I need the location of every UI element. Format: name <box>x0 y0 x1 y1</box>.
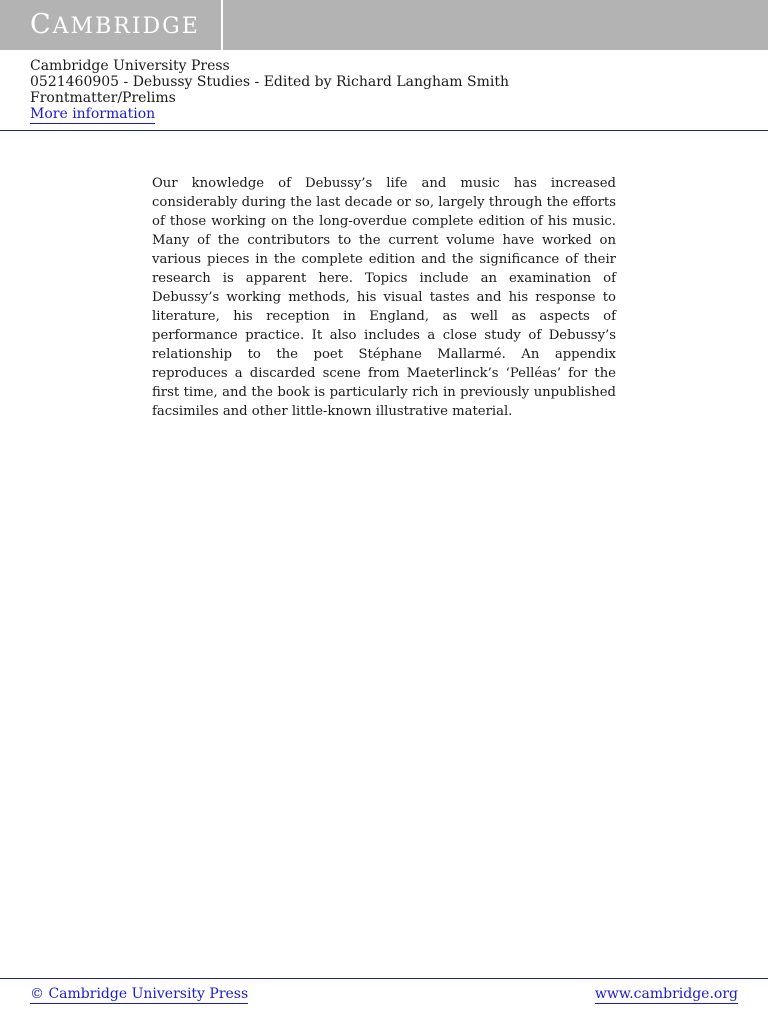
book-description: Our knowledge of Debussy’s life and music has increased considerably during the last decade or so, largely through the efforts of those working on the long-overdue complete edition of his music. Many of the contributors to the current volume have worked on various pieces in the complete edition and the significance of their research is apparent here. Topics include an examination of Debussy’s working methods, his visual tastes and his response to literature, his reception in England, as well as aspects of performance practice. It also includes a close study of Debussy’s relationship to the poet Stéphane Mallarmé. An appendix reproduces a discarded scene from Maeterlinck’s ‘Pelléas’ for the first time, and the book is particularly rich in previously unpublished facsimiles and other little-known illustrative material. <box>152 176 616 419</box>
cambridge-logo <box>30 9 200 40</box>
book-identifier: 0521460905 - Debussy Studies - Edited by Richard Langham Smith <box>30 74 510 90</box>
header-divider <box>0 130 768 131</box>
publisher-banner <box>0 0 768 50</box>
document-header <box>30 58 509 122</box>
section-name: Frontmatter/Prelims <box>30 90 176 106</box>
logo-initial: C <box>30 9 53 40</box>
publisher-name: Cambridge University Press <box>30 58 230 74</box>
footer-divider <box>0 978 768 979</box>
website-link[interactable]: www.cambridge.org <box>594 986 738 1002</box>
copyright-link[interactable]: © Cambridge University Press <box>30 986 249 1002</box>
banner-divider <box>221 0 223 50</box>
logo-rest: AMBRIDGE <box>52 14 200 39</box>
more-information-link[interactable]: More information <box>30 106 156 122</box>
